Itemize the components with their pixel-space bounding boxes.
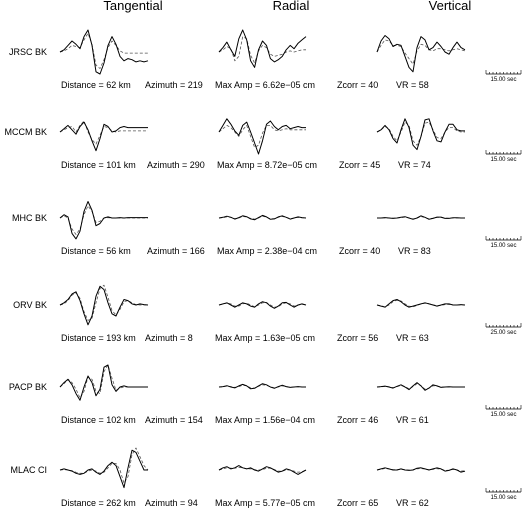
info-vr: VR = 74 — [398, 160, 431, 170]
observed-trace — [60, 122, 148, 151]
info-azimuth: Azimuth = 290 — [147, 160, 205, 170]
observed-trace — [377, 36, 465, 72]
header-tangential: Tangential — [103, 0, 163, 13]
info-zcorr: Zcorr = 56 — [337, 333, 379, 343]
station-row — [9, 365, 521, 425]
info-maxamp: Max Amp = 6.62e−05 cm — [215, 80, 316, 90]
header-radial: Radial — [272, 0, 310, 13]
station-row — [9, 30, 521, 90]
info-distance: Distance = 102 km — [61, 415, 136, 425]
info-distance: Distance = 56 km — [61, 246, 131, 256]
time-scale-bar — [486, 150, 521, 163]
station-label: PACP BK — [8, 382, 47, 392]
info-zcorr: Zcorr = 40 — [337, 80, 379, 90]
time-scale-bar — [486, 323, 521, 336]
scale-bar-label: 15.00 sec — [490, 243, 517, 249]
time-scale-bar — [486, 405, 521, 418]
info-zcorr: Zcorr = 46 — [337, 415, 379, 425]
info-maxamp: Max Amp = 8.72e−05 cm — [217, 160, 318, 170]
synthetic-trace — [60, 206, 148, 235]
info-azimuth: Azimuth = 166 — [147, 246, 205, 256]
synthetic-trace — [60, 448, 148, 483]
info-vr: VR = 61 — [396, 415, 429, 425]
station-label: MHC BK — [11, 213, 47, 223]
observed-trace — [377, 383, 465, 391]
station-row — [12, 202, 521, 257]
info-zcorr: Zcorr = 65 — [337, 498, 379, 508]
info-distance: Distance = 101 km — [61, 160, 136, 170]
info-azimuth: Azimuth = 219 — [145, 80, 203, 90]
info-maxamp: Max Amp = 1.56e−04 cm — [215, 415, 316, 425]
info-azimuth: Azimuth = 154 — [145, 415, 203, 425]
info-vr: VR = 62 — [396, 498, 429, 508]
synthetic-trace — [377, 40, 465, 64]
observed-trace — [377, 216, 465, 220]
info-distance: Distance = 262 km — [61, 498, 136, 508]
observed-trace — [219, 119, 306, 154]
observed-trace — [60, 450, 148, 487]
station-row — [10, 448, 521, 508]
station-label: MLAC CI — [10, 465, 47, 475]
synthetic-trace — [219, 125, 306, 147]
station-row — [5, 119, 522, 170]
scale-bar-label: 15.00 sec — [490, 412, 517, 418]
observed-trace — [219, 30, 306, 67]
scale-bar-label: 15.00 sec — [490, 157, 517, 163]
station-rows — [5, 30, 522, 508]
observed-trace — [377, 119, 465, 150]
station-label: JRSC BK — [8, 47, 47, 57]
observed-trace — [377, 300, 465, 308]
info-maxamp: Max Amp = 2.38e−04 cm — [217, 246, 318, 256]
scale-bar-label: 15.00 sec — [490, 77, 517, 83]
time-scale-bar — [486, 488, 521, 501]
station-row — [13, 285, 521, 343]
info-distance: Distance = 193 km — [61, 333, 136, 343]
header-vertical: Vertical — [428, 0, 472, 13]
info-distance: Distance = 62 km — [61, 80, 131, 90]
scale-bar-label: 15.00 sec — [490, 495, 517, 501]
info-vr: VR = 63 — [396, 333, 429, 343]
station-label: MCCM BK — [4, 127, 47, 137]
scale-bar-label: 25.00 sec — [490, 330, 517, 336]
info-zcorr: Zcorr = 45 — [339, 160, 381, 170]
info-vr: VR = 58 — [396, 80, 429, 90]
synthetic-trace — [377, 122, 465, 145]
observed-trace — [60, 30, 148, 74]
info-azimuth: Azimuth = 8 — [145, 333, 193, 343]
info-zcorr: Zcorr = 40 — [339, 246, 381, 256]
info-vr: VR = 83 — [398, 246, 431, 256]
info-azimuth: Azimuth = 94 — [145, 498, 198, 508]
observed-trace — [60, 365, 148, 400]
time-scale-bar — [486, 70, 521, 83]
observed-trace — [60, 286, 148, 325]
column-headers — [103, 0, 471, 13]
time-scale-bar — [486, 236, 521, 249]
observed-trace — [60, 202, 148, 239]
observed-trace — [377, 468, 465, 472]
observed-trace — [219, 466, 306, 475]
info-maxamp: Max Amp = 5.77e−05 cm — [215, 498, 316, 508]
station-label: ORV BK — [13, 300, 47, 310]
info-maxamp: Max Amp = 1.63e−05 cm — [215, 333, 316, 343]
